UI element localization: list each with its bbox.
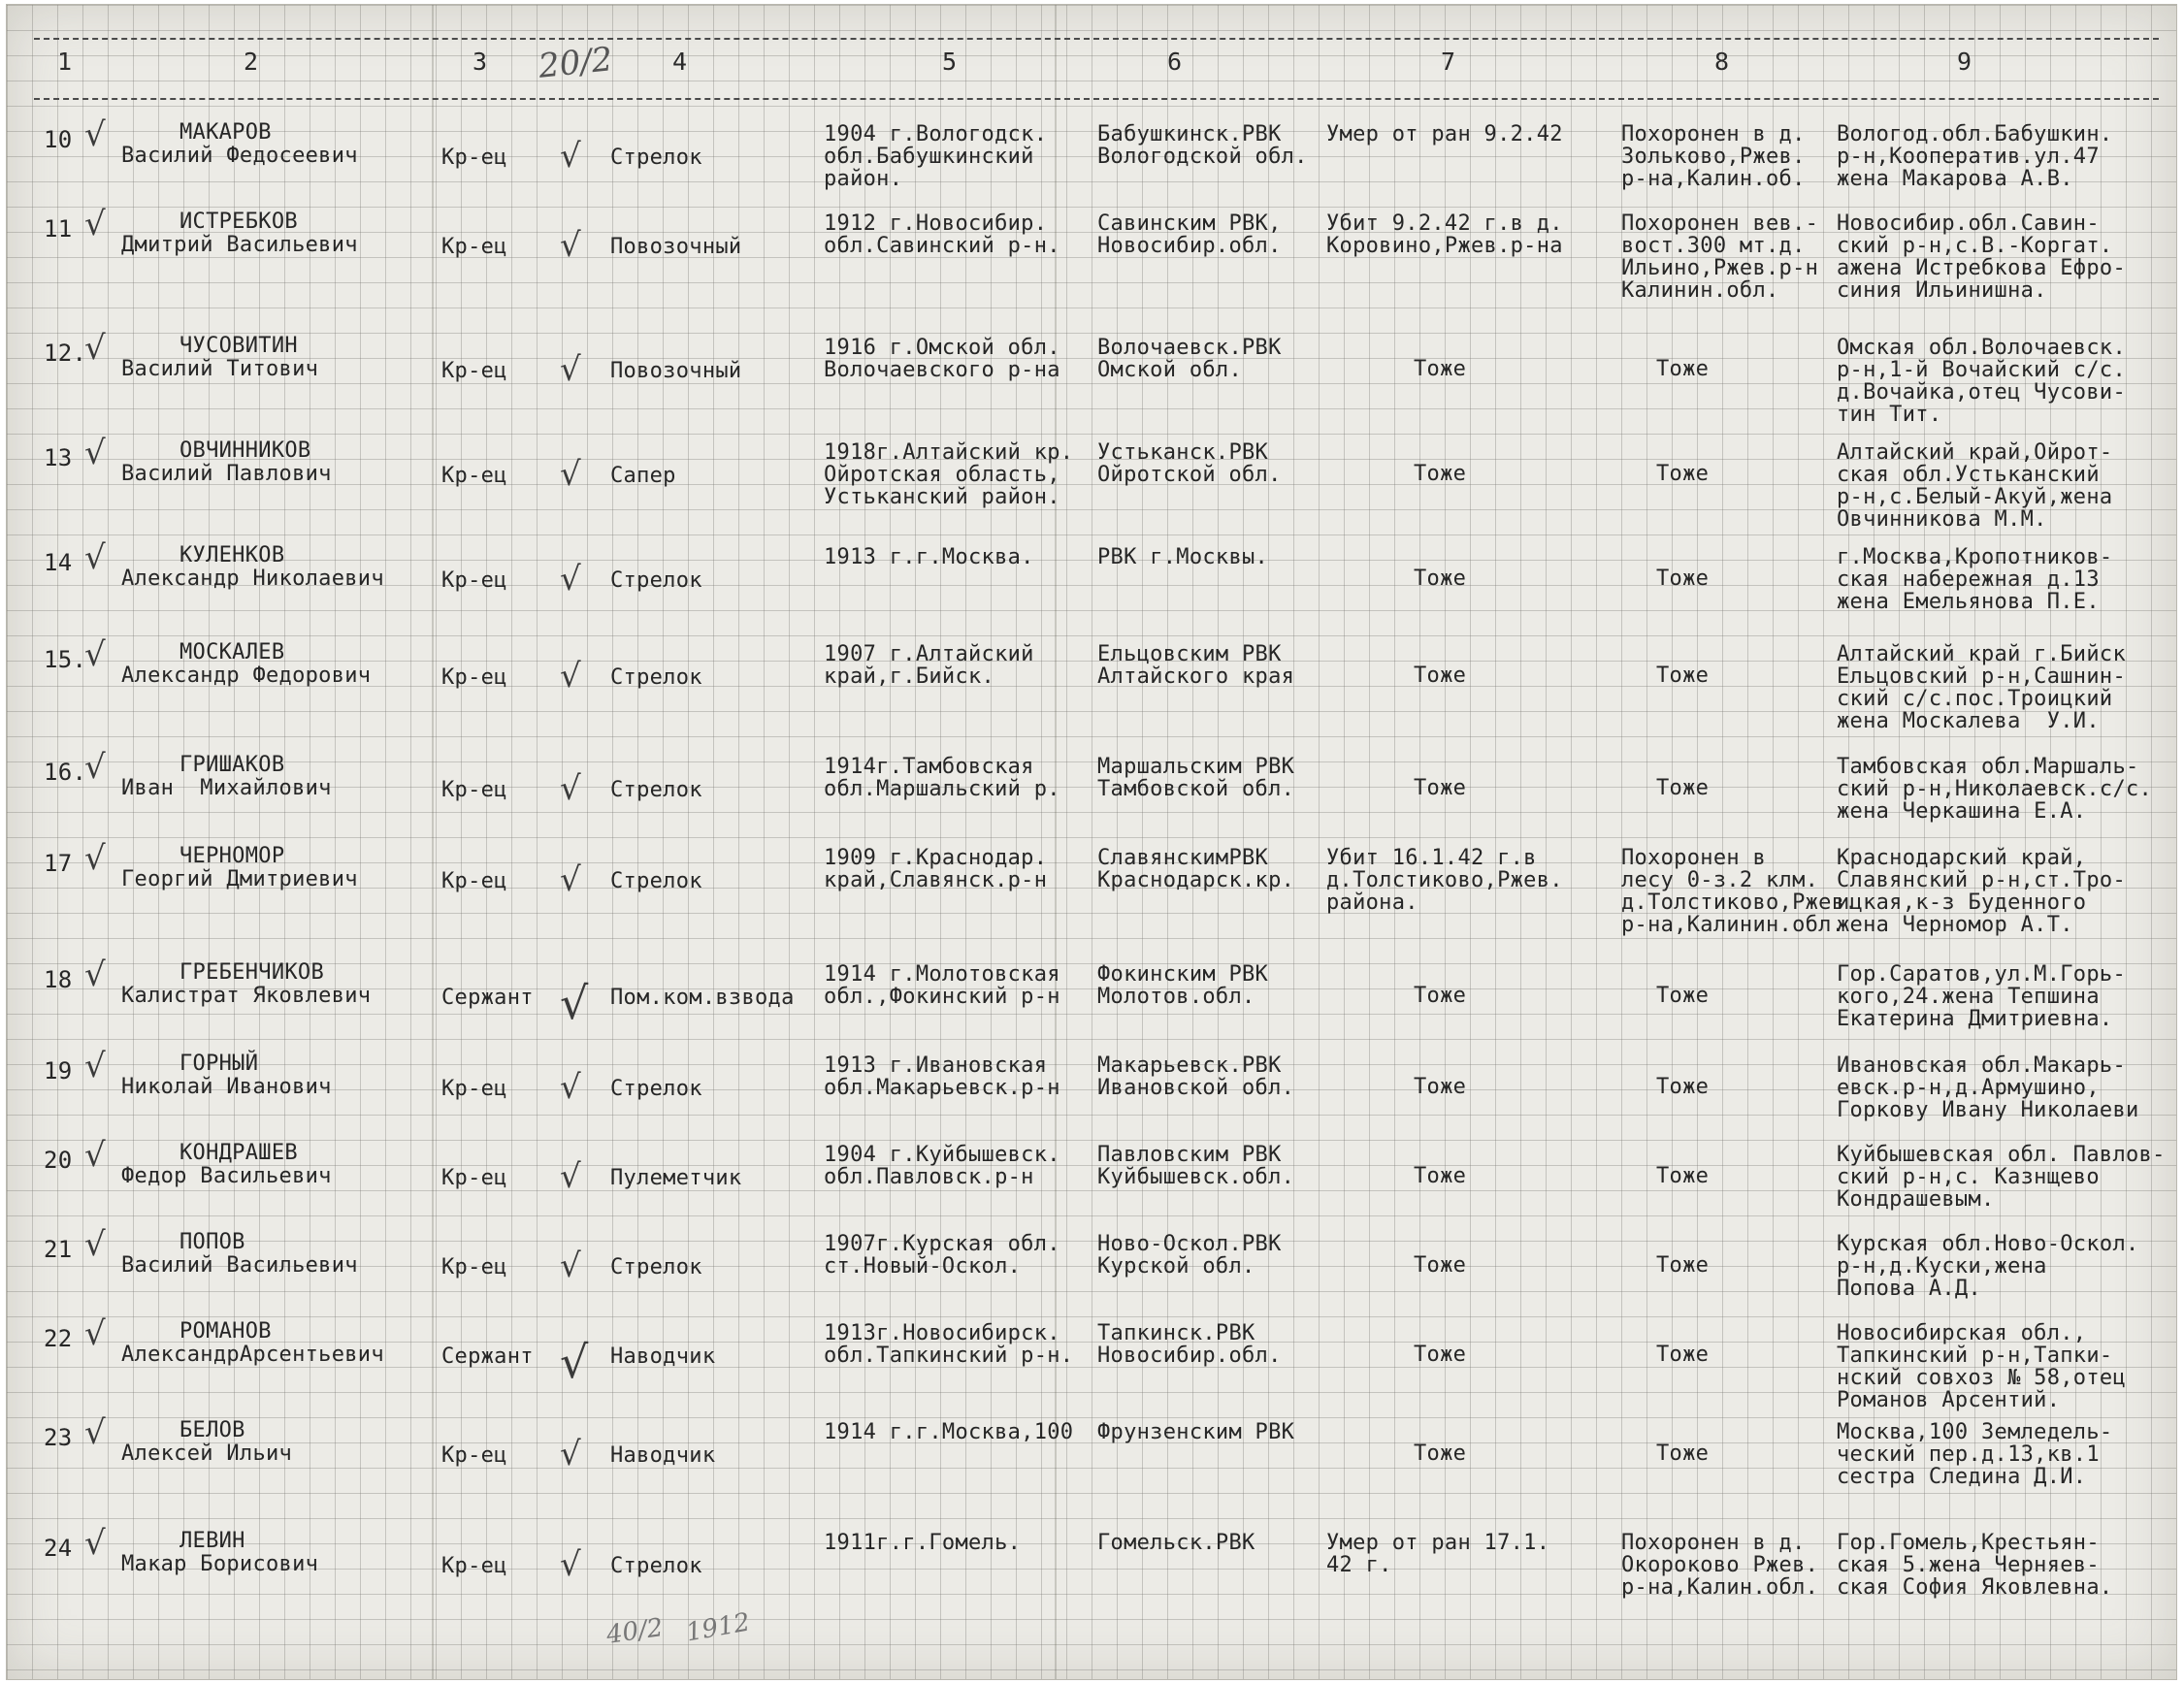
birth-info: 1914 г.г.Москва,100 [824, 1420, 1074, 1444]
row-number: 12. [44, 340, 87, 367]
surname: ЛЕВИН [179, 1529, 245, 1553]
draft-office: Гомельск.РВК [1097, 1531, 1255, 1555]
table-row [7, 1047, 2176, 1122]
burial-place: Тоже [1656, 1253, 1710, 1278]
row-number: 24 [44, 1535, 73, 1562]
relative-address: Куйбышевская обл. Павлов- ский р-н,с. Казнщево Кондрашевым. [1837, 1143, 2166, 1212]
header-top-rule [34, 38, 2159, 40]
full-name: АлександрАрсентьевич [121, 1343, 384, 1367]
header-bottom-rule [34, 98, 2159, 100]
surname: ЧУСОВИТИН [179, 334, 298, 358]
fate: Тоже [1414, 1441, 1467, 1466]
table-row [7, 1136, 2176, 1212]
rank: Кр-ец [441, 665, 507, 690]
surname: МОСКАЛЕВ [179, 640, 285, 664]
rank: Кр-ец [441, 1554, 507, 1578]
check-mark-icon: √ [84, 205, 106, 243]
burial-place: Похоронен в лесу 0-з.2 клм. д.Толстиково,Ржев. р-на,Калинин.обл. [1621, 846, 1858, 937]
role: Стрелок [610, 1255, 702, 1279]
role: Повозочный [610, 359, 742, 383]
check-mark-icon: √ [84, 1314, 106, 1353]
draft-office: Волочаевск.РВК Омской обл. [1097, 336, 1282, 382]
rank: Кр-ец [441, 1166, 507, 1190]
birth-info: 1914г.Тамбовская обл.Маршальский р. [824, 755, 1060, 801]
rank: Кр-ец [441, 235, 507, 259]
relative-address: Гор.Саратов,ул.М.Горь- кого,24.жена Тепшина Екатерина Дмитриевна. [1837, 962, 2126, 1031]
table-row [7, 748, 2176, 824]
handwritten-annotation: 40/2 [604, 1613, 666, 1650]
burial-place: Тоже [1656, 1441, 1710, 1466]
check-mark-icon: √ [560, 1545, 581, 1584]
table-row [7, 329, 2176, 427]
full-name: Василий Павлович [121, 462, 332, 486]
row-number: 13 [44, 444, 73, 471]
full-name: Алексей Ильич [121, 1441, 293, 1466]
row-number: 11 [44, 215, 73, 243]
row-number: 22 [44, 1325, 73, 1352]
fate: Тоже [1414, 984, 1467, 1008]
full-name: Василий Васильевич [121, 1253, 358, 1278]
check-mark-icon: √ [560, 1157, 581, 1196]
relative-address: Омская обл.Волочаевск. р-н,1-й Вочайский с/с. д.Вочайка,отец Чусови- тин Тит. [1837, 336, 2126, 427]
birth-info: 1913 г.г.Москва. [824, 545, 1034, 569]
birth-info: 1912 г.Новосибир. обл.Савинский р-н. [824, 211, 1060, 258]
fate: Тоже [1414, 1164, 1467, 1188]
fate: Убит 9.2.42 г.в д. Коровино,Ржев.р-на [1326, 211, 1563, 258]
birth-info: 1909 г.Краснодар. край,Славянск.р-н [824, 846, 1048, 892]
full-name: Дмитрий Васильевич [121, 233, 358, 257]
check-mark-icon: √ [560, 860, 581, 899]
table-row [7, 839, 2176, 937]
role: Стрелок [610, 146, 702, 170]
full-name: Николай Иванович [121, 1075, 332, 1099]
table-row [7, 205, 2176, 303]
birth-info: 1907 г.Алтайский край,г.Бийск. [824, 642, 1034, 689]
fate: Тоже [1414, 567, 1467, 591]
rank: Кр-ец [441, 778, 507, 802]
check-mark-icon: √ [84, 1225, 106, 1264]
role: Наводчик [610, 1344, 716, 1369]
draft-office: Павловским РВК Куйбышевск.обл. [1097, 1143, 1295, 1189]
role: Стрелок [610, 778, 702, 802]
column-header: 6 [1167, 48, 1183, 76]
birth-info: 1914 г.Молотовская обл.,Фокинский р-н [824, 962, 1060, 1009]
check-mark-icon: √ [84, 955, 106, 994]
burial-place: Тоже [1656, 1343, 1710, 1367]
rank: Кр-ец [441, 1255, 507, 1279]
draft-office: Ново-Оскол.РВК Курской обл. [1097, 1232, 1282, 1279]
check-mark-icon: √ [560, 1336, 589, 1388]
column-header: 9 [1957, 48, 1972, 76]
role: Стрелок [610, 1554, 702, 1578]
draft-office: Савинским РВК, Новосибир.обл. [1097, 211, 1282, 258]
column-header: 5 [942, 48, 958, 76]
table-row [7, 434, 2176, 532]
check-mark-icon: √ [84, 538, 106, 577]
row-number: 21 [44, 1236, 73, 1263]
birth-info: 1916 г.Омской обл. Волочаевского р-на [824, 336, 1060, 382]
birth-info: 1911г.г.Гомель. [824, 1531, 1022, 1555]
check-mark-icon: √ [84, 1524, 106, 1563]
check-mark-icon: √ [560, 1247, 581, 1285]
check-mark-icon: √ [560, 977, 589, 1029]
surname: БЕЛОВ [179, 1418, 245, 1442]
rank: Сержант [441, 1344, 534, 1369]
draft-office: Бабушкинск.РВК Вологодской обл. [1097, 122, 1308, 169]
rank: Кр-ец [441, 464, 507, 488]
row-number: 23 [44, 1424, 73, 1451]
draft-office: Тапкинск.РВК Новосибир.обл. [1097, 1321, 1282, 1368]
burial-place: Тоже [1656, 984, 1710, 1008]
fate: Тоже [1414, 462, 1467, 486]
check-mark-icon: √ [84, 329, 106, 368]
fate: Тоже [1414, 776, 1467, 800]
relative-address: Курская обл.Ново-Оскол. р-н,д.Куски,жена Попова А.Д. [1837, 1232, 2139, 1301]
row-number: 15. [44, 646, 87, 673]
relative-address: Тамбовская обл.Маршаль- ский р-н,Николаевск.с/с. жена Черкашина Е.А. [1837, 755, 2153, 824]
surname: ОВЧИННИКОВ [179, 438, 311, 463]
surname: ГРЕБЕНЧИКОВ [179, 960, 324, 985]
fate: Тоже [1414, 1075, 1467, 1099]
role: Пом.ком.взвода [610, 986, 795, 1010]
relative-address: Новосибирская обл., Тапкинский р-н,Тапки- нский совхоз № 58,отец Романов Арсентий. [1837, 1321, 2126, 1412]
check-mark-icon: √ [560, 657, 581, 696]
burial-place: Тоже [1656, 776, 1710, 800]
role: Повозочный [610, 235, 742, 259]
draft-office: Фокинским РВК Молотов.обл. [1097, 962, 1269, 1009]
fate: Умер от ран 9.2.42 [1326, 122, 1563, 146]
table-row [7, 538, 2176, 614]
burial-place: Похоронен вев.- вост.300 мт.д. Ильино,Ржев.р-н Калинин.обл. [1621, 211, 1819, 303]
burial-place: Тоже [1656, 664, 1710, 688]
surname: ПОПОВ [179, 1230, 245, 1254]
rank: Кр-ец [441, 568, 507, 593]
relative-address: Краснодарский край, Славянский р-н,ст.Тро- ицкая,к-з Буденного жена Черномор А.Т. [1837, 846, 2126, 937]
row-number: 19 [44, 1057, 73, 1085]
rank: Кр-ец [441, 869, 507, 893]
relative-address: Москва,100 Земледель- ческий пер.д.13,кв.1 сестра Следина Д.И. [1837, 1420, 2113, 1489]
surname: ГРИШАКОВ [179, 753, 285, 777]
birth-info: 1904 г.Вологодск. обл.Бабушкинский район. [824, 122, 1048, 191]
check-mark-icon: √ [560, 350, 581, 389]
row-number: 16. [44, 759, 87, 786]
draft-office: СлавянскимРВК Краснодарск.кр. [1097, 846, 1295, 892]
full-name: Александр Федорович [121, 664, 372, 688]
surname: КУЛЕНКОВ [179, 543, 285, 567]
birth-info: 1918г.Алтайский кр. Ойротская область, Устьканский район. [824, 440, 1074, 509]
birth-info: 1913 г.Ивановская обл.Макарьевск.р-н [824, 1053, 1060, 1100]
check-mark-icon: √ [560, 137, 581, 176]
check-mark-icon: √ [560, 226, 581, 265]
birth-info: 1913г.Новосибирск. обл.Тапкинский р-н. [824, 1321, 1074, 1368]
column-header: 2 [244, 48, 259, 76]
check-mark-icon: √ [560, 560, 581, 599]
role: Наводчик [610, 1443, 716, 1468]
surname: МАКАРОВ [179, 120, 272, 145]
surname: ГОРНЫЙ [179, 1052, 259, 1076]
check-mark-icon: √ [560, 455, 581, 494]
role: Стрелок [610, 1077, 702, 1101]
table-row [7, 955, 2176, 1031]
burial-place: Тоже [1656, 1164, 1710, 1188]
fate: Тоже [1414, 664, 1467, 688]
check-mark-icon: √ [560, 1435, 581, 1474]
check-mark-icon: √ [84, 635, 106, 674]
full-name: Калистрат Яковлевич [121, 984, 372, 1008]
check-mark-icon: √ [560, 1068, 581, 1107]
fate: Убит 16.1.42 г.в д.Толстиково,Ржев. района. [1326, 846, 1563, 915]
rank: Кр-ец [441, 1077, 507, 1101]
column-header: 1 [57, 48, 73, 76]
full-name: Василий Федосеевич [121, 144, 358, 168]
full-name: Василий Титович [121, 357, 319, 381]
surname: ИСТРЕБКОВ [179, 210, 298, 234]
check-mark-icon: √ [84, 1136, 106, 1175]
burial-place: Тоже [1656, 1075, 1710, 1099]
relative-address: Ивановская обл.Макарь- евск.р-н,д.Армушино, Горкову Ивану Николаеви [1837, 1053, 2139, 1122]
role: Стрелок [610, 869, 702, 893]
relative-address: Гор.Гомель,Крестьян- ская 5.жена Черняев- ская София Яковлевна. [1837, 1531, 2113, 1600]
column-header: 4 [672, 48, 688, 76]
handwritten-annotation: 1912 [683, 1607, 753, 1648]
relative-address: г.Москва,Кропотников- ская набережная д.13 жена Емельянова П.Е. [1837, 545, 2113, 614]
table-row [7, 1524, 2176, 1600]
fate: Тоже [1414, 357, 1467, 381]
surname: ЧЕРНОМОР [179, 844, 285, 868]
row-number: 18 [44, 966, 73, 993]
relative-address: Вологод.обл.Бабушкин. р-н,Кооператив.ул.47 жена Макарова А.В. [1837, 122, 2113, 191]
full-name: Иван Михайлович [121, 776, 332, 800]
column-header: 3 [473, 48, 488, 76]
check-mark-icon: √ [84, 839, 106, 878]
burial-place: Похоронен в д. Окороково Ржев. р-на,Калин.обл. [1621, 1531, 1819, 1600]
draft-office: Макарьевск.РВК Ивановской обл. [1097, 1053, 1295, 1100]
draft-office: Фрунзенским РВК [1097, 1420, 1295, 1444]
row-number: 10 [44, 126, 73, 153]
rank: Сержант [441, 986, 534, 1010]
burial-place: Тоже [1656, 462, 1710, 486]
check-mark-icon: √ [84, 434, 106, 472]
burial-place: Похоронен в д. Зольково,Ржев. р-на,Калин.об. [1621, 122, 1806, 191]
role: Сапер [610, 464, 676, 488]
birth-info: 1904 г.Куйбышевск. обл.Павловск.р-н [824, 1143, 1060, 1189]
relative-address: Алтайский край,Ойрот- ская обл.Устьканский р-н,с.Белый-Акуй,жена Овчинникова М.М. [1837, 440, 2113, 532]
table-row [7, 1413, 2176, 1489]
rank: Кр-ец [441, 146, 507, 170]
row-number: 17 [44, 850, 73, 877]
table-row [7, 635, 2176, 733]
rank: Кр-ец [441, 359, 507, 383]
draft-office: Маршальским РВК Тамбовской обл. [1097, 755, 1295, 801]
check-mark-icon: √ [84, 1047, 106, 1085]
burial-place: Тоже [1656, 357, 1710, 381]
fate: Тоже [1414, 1343, 1467, 1367]
full-name: Георгий Дмитриевич [121, 867, 358, 891]
relative-address: Новосибир.обл.Савин- ский р-н,с.В.-Коргат. ажена Истребкова Ефро- синия Ильинишна. [1837, 211, 2126, 303]
check-mark-icon: √ [84, 1413, 106, 1452]
draft-office: РВК г.Москвы. [1097, 545, 1269, 569]
check-mark-icon: √ [560, 769, 581, 808]
row-number: 20 [44, 1147, 73, 1174]
table-row [7, 1314, 2176, 1412]
row-number: 14 [44, 549, 73, 576]
rank: Кр-ец [441, 1443, 507, 1468]
fate: Умер от ран 17.1. 42 г. [1326, 1531, 1550, 1577]
full-name: Александр Николаевич [121, 567, 384, 591]
surname: КОНДРАШЕВ [179, 1141, 298, 1165]
table-row [7, 1225, 2176, 1301]
column-header: 8 [1714, 48, 1730, 76]
check-mark-icon: √ [84, 748, 106, 787]
column-header: 7 [1441, 48, 1456, 76]
role: Пулеметчик [610, 1166, 742, 1190]
relative-address: Алтайский край г.Бийск Ельцовский р-н,Сашнин- ский с/с.пос.Троицкий жена Москалева У.И. [1837, 642, 2126, 733]
surname: РОМАНОВ [179, 1319, 272, 1344]
handwritten-annotation: 20/2 [537, 40, 615, 86]
role: Стрелок [610, 568, 702, 593]
full-name: Макар Борисович [121, 1552, 319, 1576]
paper-fold [432, 5, 434, 1679]
burial-place: Тоже [1656, 567, 1710, 591]
fate: Тоже [1414, 1253, 1467, 1278]
full-name: Федор Васильевич [121, 1164, 332, 1188]
check-mark-icon: √ [84, 115, 106, 154]
document-sheet [6, 4, 2177, 1680]
draft-office: Устьканск.РВК Ойротской обл. [1097, 440, 1282, 487]
role: Стрелок [610, 665, 702, 690]
draft-office: Ельцовским РВК Алтайского края [1097, 642, 1295, 689]
table-row [7, 115, 2176, 191]
birth-info: 1907г.Курская обл. ст.Новый-Оскол. [824, 1232, 1060, 1279]
